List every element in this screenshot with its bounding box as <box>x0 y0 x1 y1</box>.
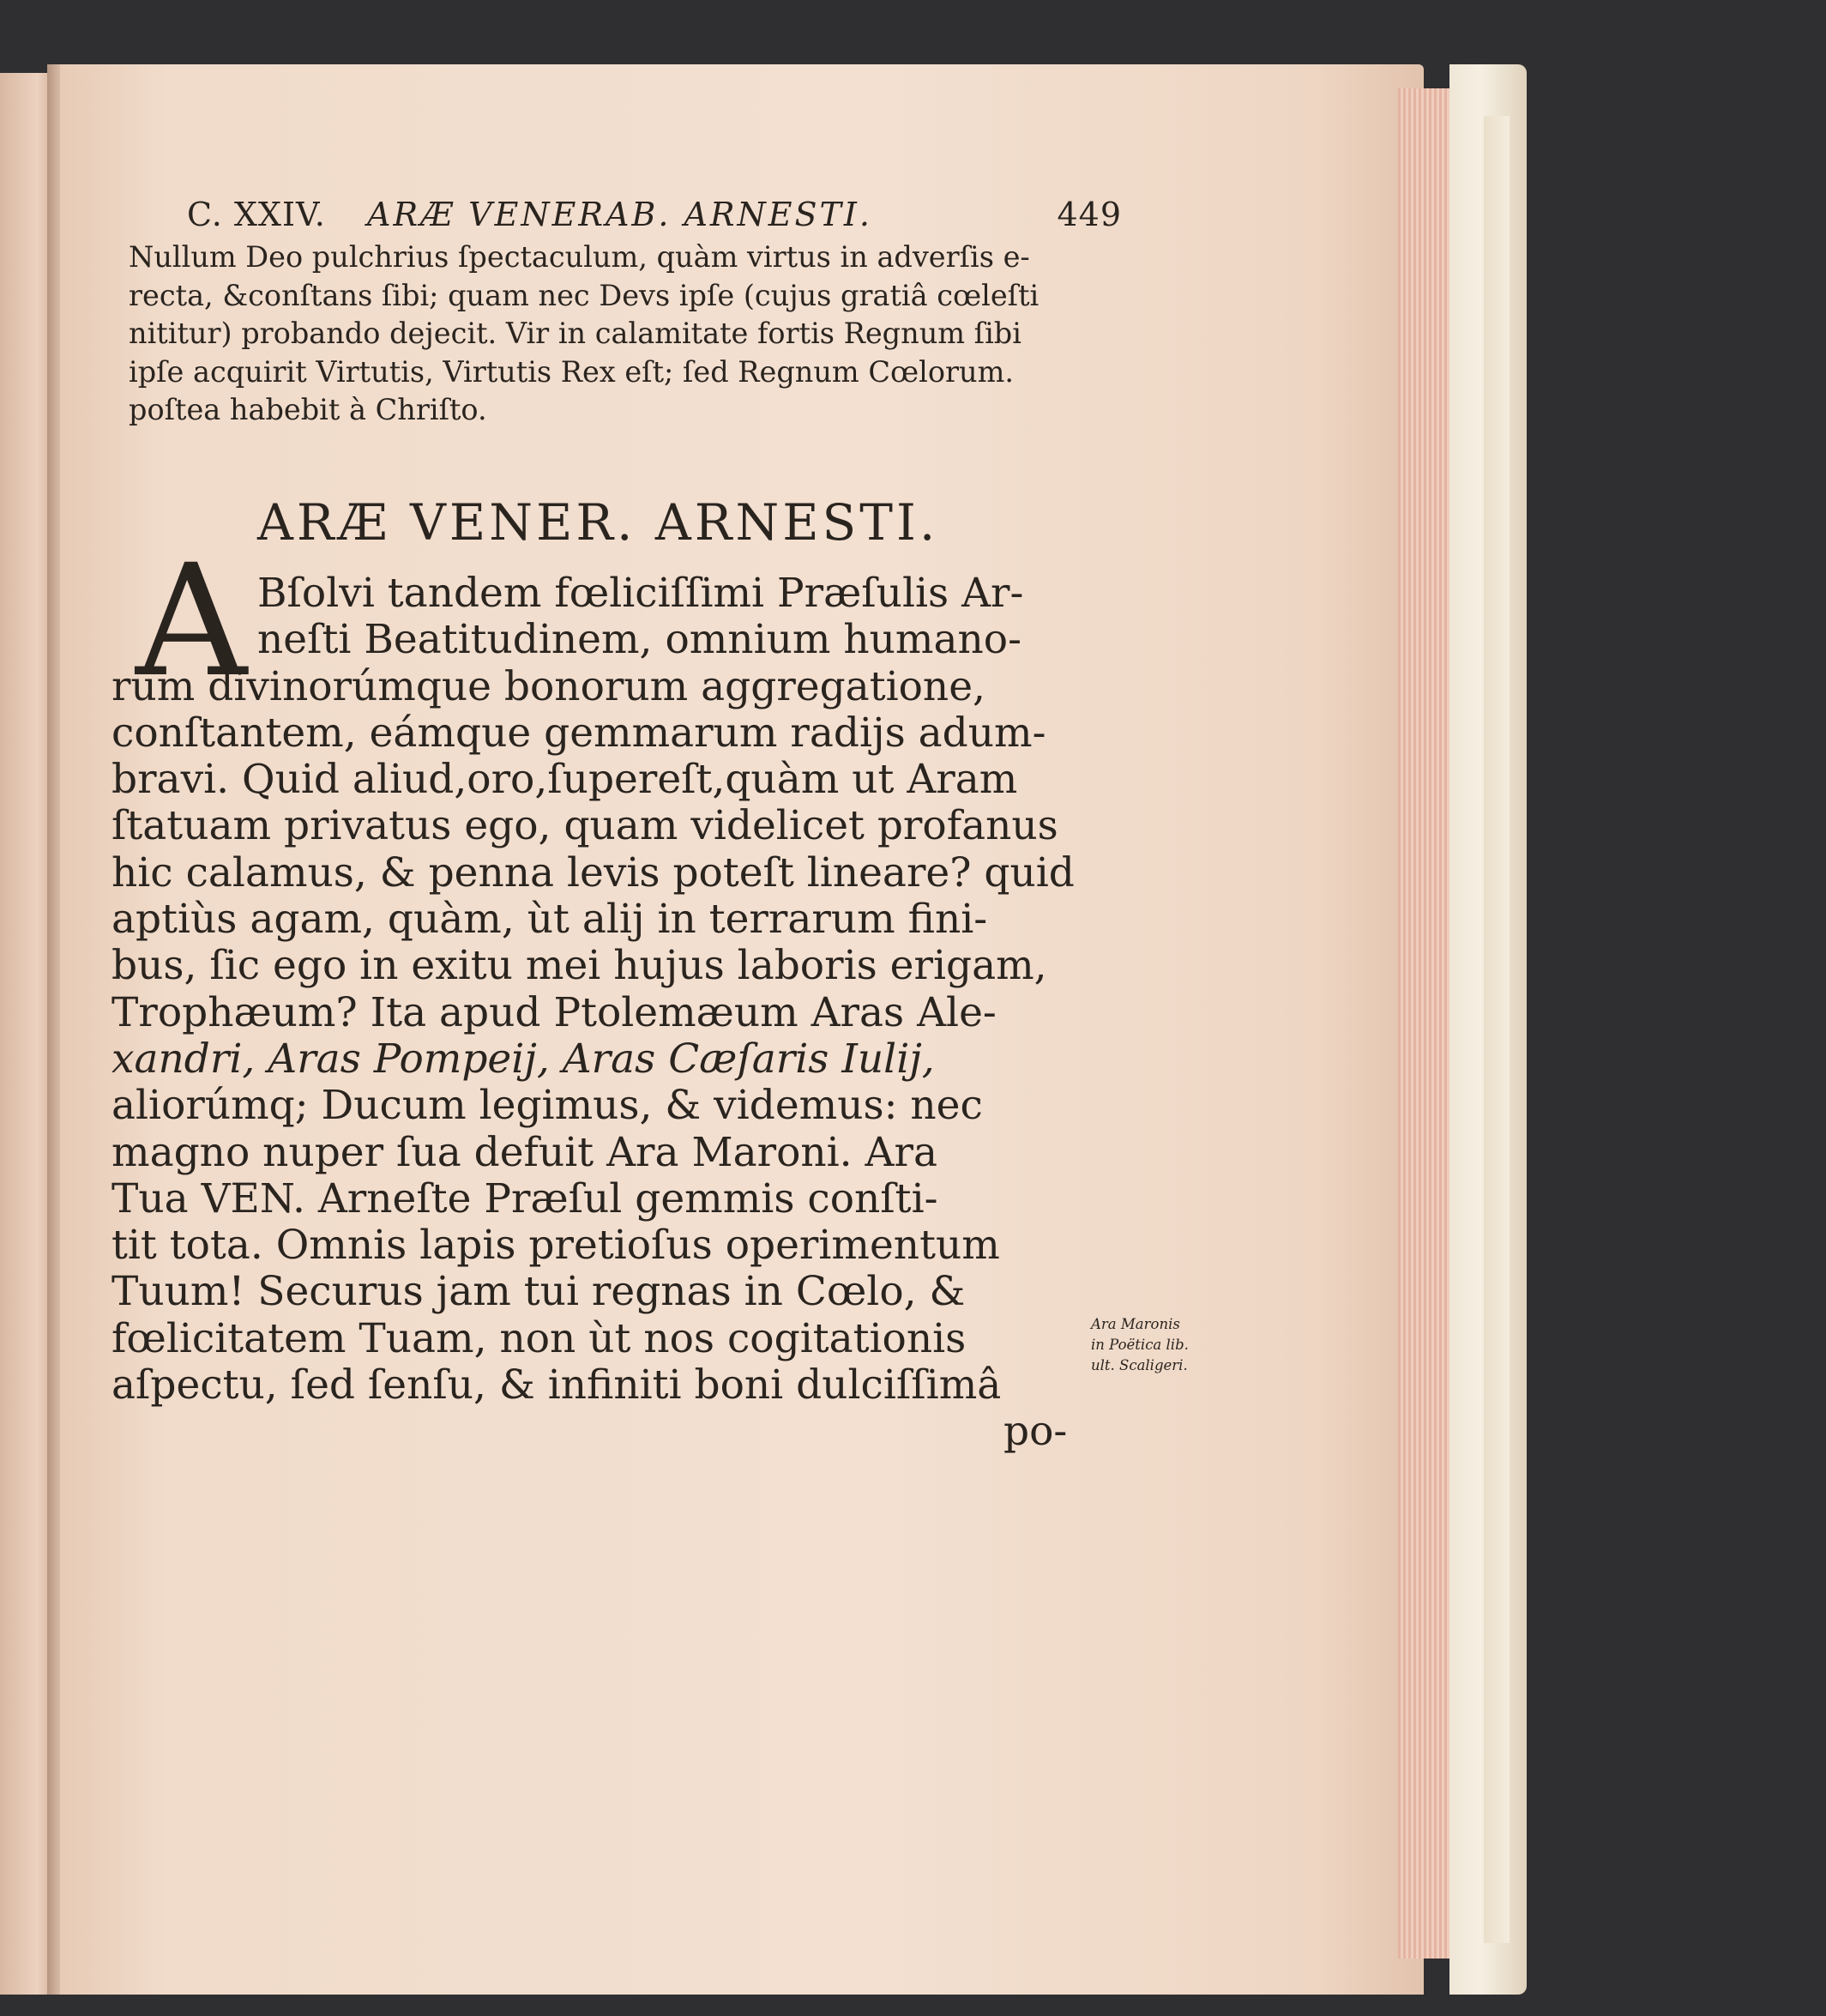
body-line: ſtatuam privatus ego, quam videlicet profanus <box>111 802 1058 850</box>
margin-note-line: Ara Maronis <box>1091 1316 1180 1332</box>
catchword: po- <box>1003 1408 1068 1456</box>
margin-note <box>1091 1314 1263 1376</box>
body-line: tit tota. Omnis lapis pretioſus operimentum <box>111 1222 1000 1270</box>
body-line: fœlicitatem Tuam, non ùt nos cogitationis <box>111 1314 967 1362</box>
body-line: aſpectu, ſed ſenſu, & infiniti boni dulciſſimâ <box>111 1361 1002 1409</box>
intro-paragraph <box>129 238 1115 430</box>
body-line: Bſolvi tandem fœliciſſimi Præſulis Ar- <box>257 570 1024 617</box>
intro-line: nititur) probando dejecit. Vir in calamitate fortis Regnum ſibi <box>129 317 1021 350</box>
cover-fold <box>1484 116 1510 1943</box>
page-edges <box>1398 88 1453 1959</box>
body-line: conſtantem, eámque gemmarum radijs adum- <box>111 709 1046 757</box>
body-paragraph <box>111 570 1106 1456</box>
chapter-label: C. XXIV. <box>187 196 326 233</box>
margin-note-line: in Poëtica lib. <box>1091 1337 1189 1353</box>
body-line: aliorúmq; Ducum legimus, & videmus: nec <box>111 1082 983 1130</box>
running-head <box>187 196 1122 238</box>
intro-line: Nullum Deo pulchrius ſpectaculum, quàm virtus in adverſis e- <box>129 240 1030 274</box>
body-line: neſti Beatitudinem, omnium humano- <box>257 616 1021 664</box>
body-line: magno nuper ſua defuit Ara Maroni. Ara <box>111 1128 937 1176</box>
intro-line: recta, &conſtans ſibi; quam nec Devs ipſe (cujus gratiâ cœleſti <box>129 278 1040 312</box>
page-number: 449 <box>1057 196 1122 233</box>
body-line: Tua VEN. Arneſte Præſul gemmis conſti- <box>111 1174 938 1222</box>
intro-line: poſtea habebit à Chriſto. <box>129 393 487 426</box>
body-line: rum divinorúmque bonorum aggregatione, <box>111 662 985 710</box>
running-title: ARÆ VENERAB. ARNESTI. <box>367 196 872 233</box>
margin-note-line: ult. Scaligeri. <box>1091 1357 1188 1373</box>
section-heading: ARÆ VENER. ARNESTI. <box>257 493 939 552</box>
body-line: bravi. Quid aliud,oro,ſupereſt,quàm ut Aram <box>111 756 1018 804</box>
drop-capital: A <box>136 532 247 711</box>
body-line: xandri, Aras Pompeij, Aras Cæſaris Iulij, <box>111 1035 935 1083</box>
body-line: bus, ſic ego in exitu mei hujus laboris erigam, <box>111 942 1047 990</box>
body-line: Trophæum? Ita apud Ptolemæum Aras Ale- <box>111 988 997 1036</box>
body-line: aptiùs agam, quàm, ùt alij in terrarum fini- <box>111 896 988 944</box>
body-line: hic calamus, & penna levis poteſt lineare? quid <box>111 848 1075 896</box>
body-line: Tuum! Securus jam tui regnas in Cœlo, & <box>111 1268 966 1316</box>
intro-line: ipſe acquirit Virtutis, Virtutis Rex eſt; ſed Regnum Cœlorum. <box>129 354 1014 389</box>
